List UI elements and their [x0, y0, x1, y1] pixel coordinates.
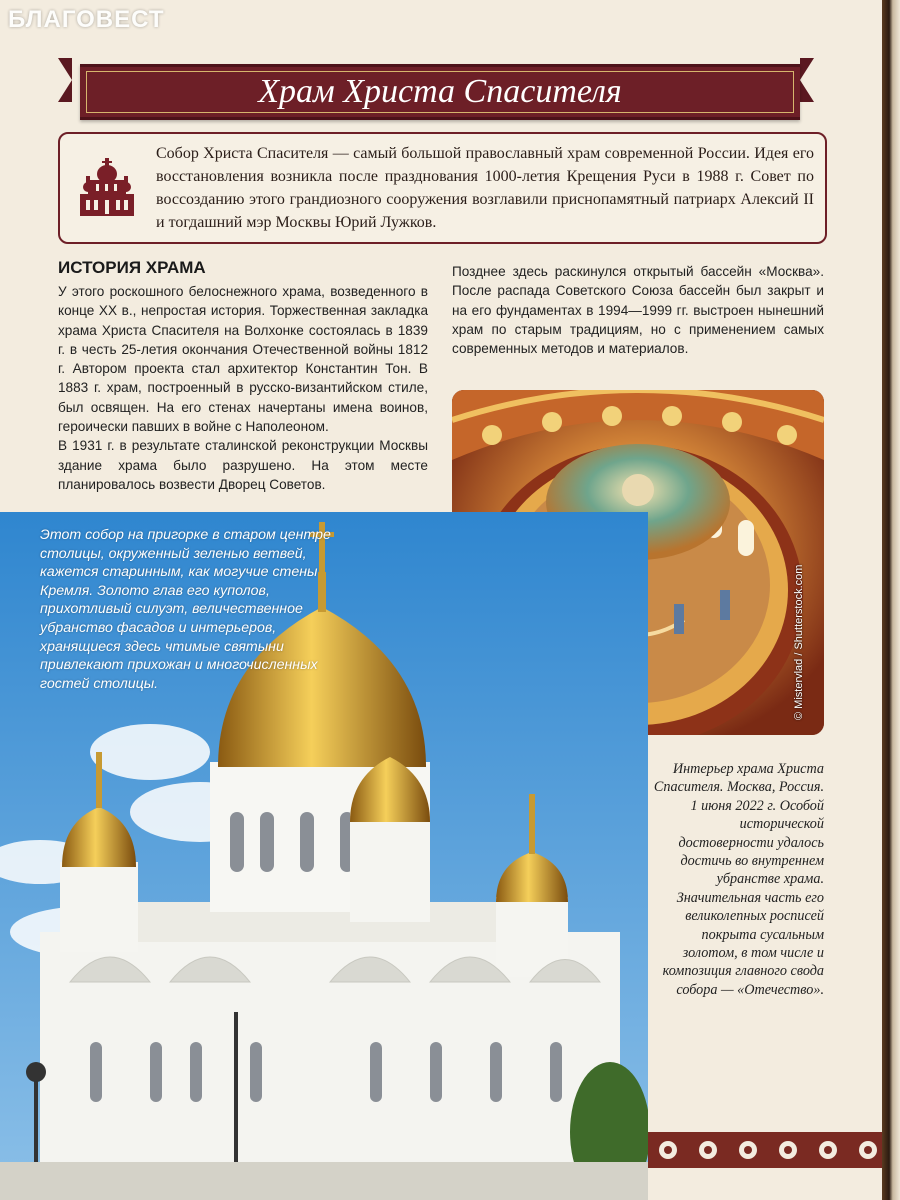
- ornament-band: [648, 1128, 882, 1172]
- ribbon-tail-right: [800, 58, 814, 102]
- ribbon-tail-left: [58, 58, 72, 102]
- page-title: Храм Христа Спасителя: [258, 73, 622, 110]
- intro-box: [58, 132, 827, 244]
- history-paragraph-2: В 1931 г. в результате сталинской реконструкции Москвы здание храма было разрушено. На этом месте планировалось возвести Дворец Советов.: [58, 438, 428, 492]
- church-icon: [74, 154, 140, 220]
- history-paragraph-1: У этого роскошного белоснежного храма, возведенного в конце XX в., непростая история. Торжественная закладка храма Христа Спасителя на Волхонке состоялась в 1839 г. в честь 25-летия окончания Отечественной войны 1812 г. Автором проекта стал архитектор Константин Тон. В 1883 г. храм, построенный в русско-византийском стиле, был освящен. На его стенах начертаны имена воинов, героически павших в войне с Наполеоном.: [58, 284, 428, 435]
- intro-text: Собор Христа Спасителя — самый большой православный храм современной России. Идея его восстановления возникла после празднования 1000-летия Крещения Руси в 1988 г. Совет по воссозданию этого грандиозного сооружения возглавили приснопамятный патриарх Алексий II и тогдашний мэр Москвы Юрий Лужков.: [156, 145, 814, 231]
- exterior-photo-caption: Этот собор на пригорке в старом центре столицы, окруженный зеленью ветвей, кажется старинным, как могучие стены Кремля. Золото глав его куполов, прихотливый силуэт, величественное убранство фасадов и интерьеров, хранящиеся здесь чтимые святыни привлекают прихожан и многочисленных гостей столицы.: [40, 527, 331, 692]
- section-heading: ИСТОРИЯ ХРАМА: [58, 258, 206, 277]
- interior-photo-caption: Интерьер храма Христа Спасителя. Москва, Россия. 1 июня 2022 г. Особой исторической достоверности удалось достичь во внутреннем убранстве храма. Значительная часть его великолепных росписей покрыта сусальным золотом, в том числе и композиция главного свода собора — «Отечество».: [653, 761, 824, 998]
- photo-credit: © Mistervlad / Shutterstock.com: [793, 564, 805, 720]
- text-column-right: [452, 262, 824, 358]
- watermark-text: БЛАГОВЕСТ: [8, 6, 165, 33]
- title-ribbon: [80, 64, 800, 120]
- text-column-left: [58, 282, 428, 494]
- book-edge: [882, 0, 900, 1200]
- history-paragraph-3: Позднее здесь раскинулся открытый бассейн «Москва». После распада Советского Союза бассейн был закрыт и на его фундаментах в 1994—1999 гг. выстроен нынешний храм по старым традициям, но с применением самых современных методов и материалов.: [452, 264, 824, 357]
